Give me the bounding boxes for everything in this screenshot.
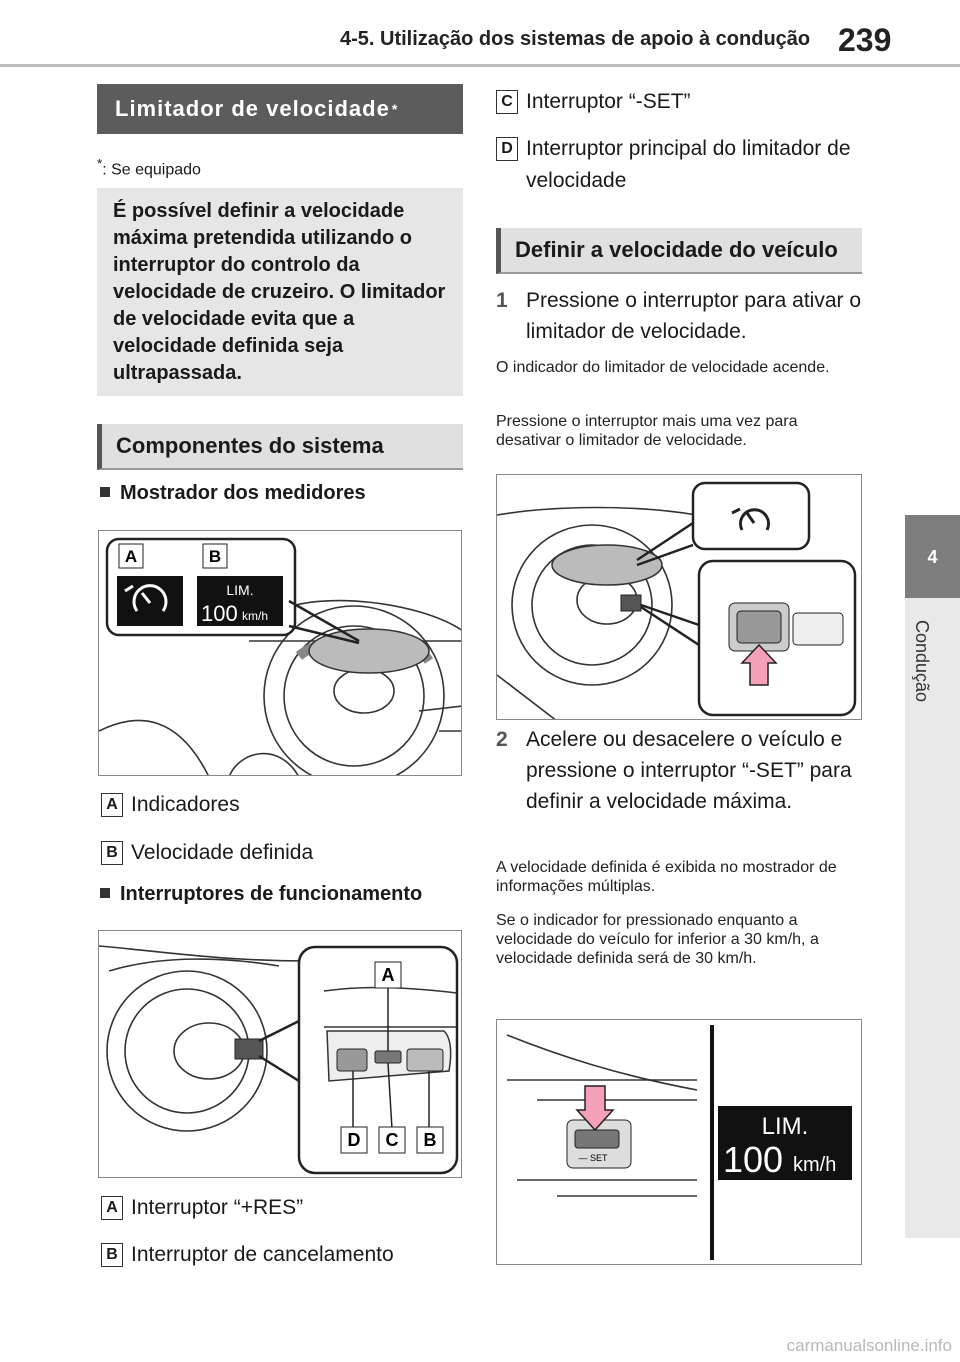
step-1-note-1: O indicador do limitador de velocidade acende. xyxy=(496,359,830,376)
figure-meter-display xyxy=(98,530,462,776)
item-text: Indicadores xyxy=(131,793,240,816)
switches-illustration xyxy=(99,931,462,1178)
lim-label: LIM. xyxy=(226,582,254,598)
lim-value: 100 xyxy=(201,601,238,626)
page-title xyxy=(97,84,463,134)
meter-illustration xyxy=(99,531,462,776)
set-illustration xyxy=(497,1020,862,1265)
footnote-star: * xyxy=(391,101,399,117)
item-text: Interruptor “-SET” xyxy=(526,90,691,113)
lim-value: 100 xyxy=(723,1139,784,1180)
step-1 xyxy=(496,285,866,347)
section-heading-set-speed: Definir a velocidade do veículo xyxy=(496,228,862,274)
intro-box: É possível definir a velocidade máxima pretendida utilizando o interruptor do controlo da velocidade de cruzeiro. O limitador de velocidade evita que a velocidade definida seja ultrapassada. xyxy=(97,188,463,396)
callout-c: C xyxy=(385,1130,399,1150)
callout-b: B xyxy=(208,547,222,566)
step-text: Acelere ou desacelere o veículo e pressione o interruptor “-SET” para definir a velocidade máxima. xyxy=(526,728,852,813)
list-item xyxy=(496,133,866,197)
page-title-text: Limitador de velocidade xyxy=(115,96,390,121)
bullet-square xyxy=(100,487,110,497)
subheading-meters xyxy=(100,482,366,505)
item-label: B xyxy=(101,1243,123,1267)
activate-illustration xyxy=(497,475,862,720)
item-label: A xyxy=(101,793,123,817)
watermark: carmanualsonline.info xyxy=(786,1336,952,1355)
step-number: 1 xyxy=(496,289,508,312)
step-2-note-2: Se o indicador for pressionado enquanto a velocidade do veículo for inferior a 30 km/h, a velocidade definida será de 30 km/h. xyxy=(496,912,819,967)
chapter-tab-label: Condução xyxy=(912,620,932,703)
figure-steering-switches xyxy=(98,930,462,1178)
callout-a: A xyxy=(381,965,395,985)
bullet-square xyxy=(100,888,110,898)
lim-label: LIM. xyxy=(761,1113,809,1140)
item-text: Interruptor principal do limitador de velocidade xyxy=(526,137,851,192)
item-label: B xyxy=(101,841,123,865)
callout-b: B xyxy=(423,1130,437,1150)
chapter-tab[interactable]: 4 xyxy=(905,515,960,599)
item-label: C xyxy=(496,90,518,114)
item-text: Interruptor “+RES” xyxy=(131,1196,304,1219)
set-label: — SET xyxy=(578,1153,608,1163)
step-text: Pressione o interruptor para ativar o limitador de velocidade. xyxy=(526,289,862,343)
list-item xyxy=(101,789,240,821)
step-2 xyxy=(496,724,866,817)
step-1-note-2: Pressione o interruptor mais uma vez para desativar o limitador de velocidade. xyxy=(496,413,798,449)
callout-a: A xyxy=(124,547,138,566)
page-number: 239 xyxy=(838,22,892,58)
figure-activate-switch xyxy=(496,474,862,720)
item-text: Velocidade definida xyxy=(131,841,314,864)
callout-d: D xyxy=(347,1130,361,1150)
section-heading-components: Componentes do sistema xyxy=(97,424,463,470)
item-label: A xyxy=(101,1196,123,1220)
footnote-text: : Se equipado xyxy=(102,161,201,179)
figure-set-switch xyxy=(496,1019,862,1265)
subheading-switches-text: Interruptores de funcionamento xyxy=(120,883,423,905)
list-item xyxy=(101,1239,394,1271)
list-item xyxy=(101,1192,303,1224)
footnote-mark: * xyxy=(97,156,103,171)
list-item xyxy=(496,86,691,118)
step-number: 2 xyxy=(496,728,508,751)
lim-unit: km/h xyxy=(242,609,269,623)
subheading-meters-text: Mostrador dos medidores xyxy=(120,482,366,504)
item-label: D xyxy=(496,137,518,161)
lim-unit: km/h xyxy=(793,1154,837,1176)
callout-box xyxy=(693,483,809,549)
list-item xyxy=(101,837,313,869)
chapter-title: 4-5. Utilização dos sistemas de apoio à condução xyxy=(340,28,811,50)
item-text: Interruptor de cancelamento xyxy=(131,1243,394,1266)
header-divider xyxy=(0,64,960,67)
subheading-switches xyxy=(100,883,422,906)
footnote xyxy=(97,156,201,179)
step-2-note-1: A velocidade definida é exibida no mostrador de informações múltiplas. xyxy=(496,859,837,895)
